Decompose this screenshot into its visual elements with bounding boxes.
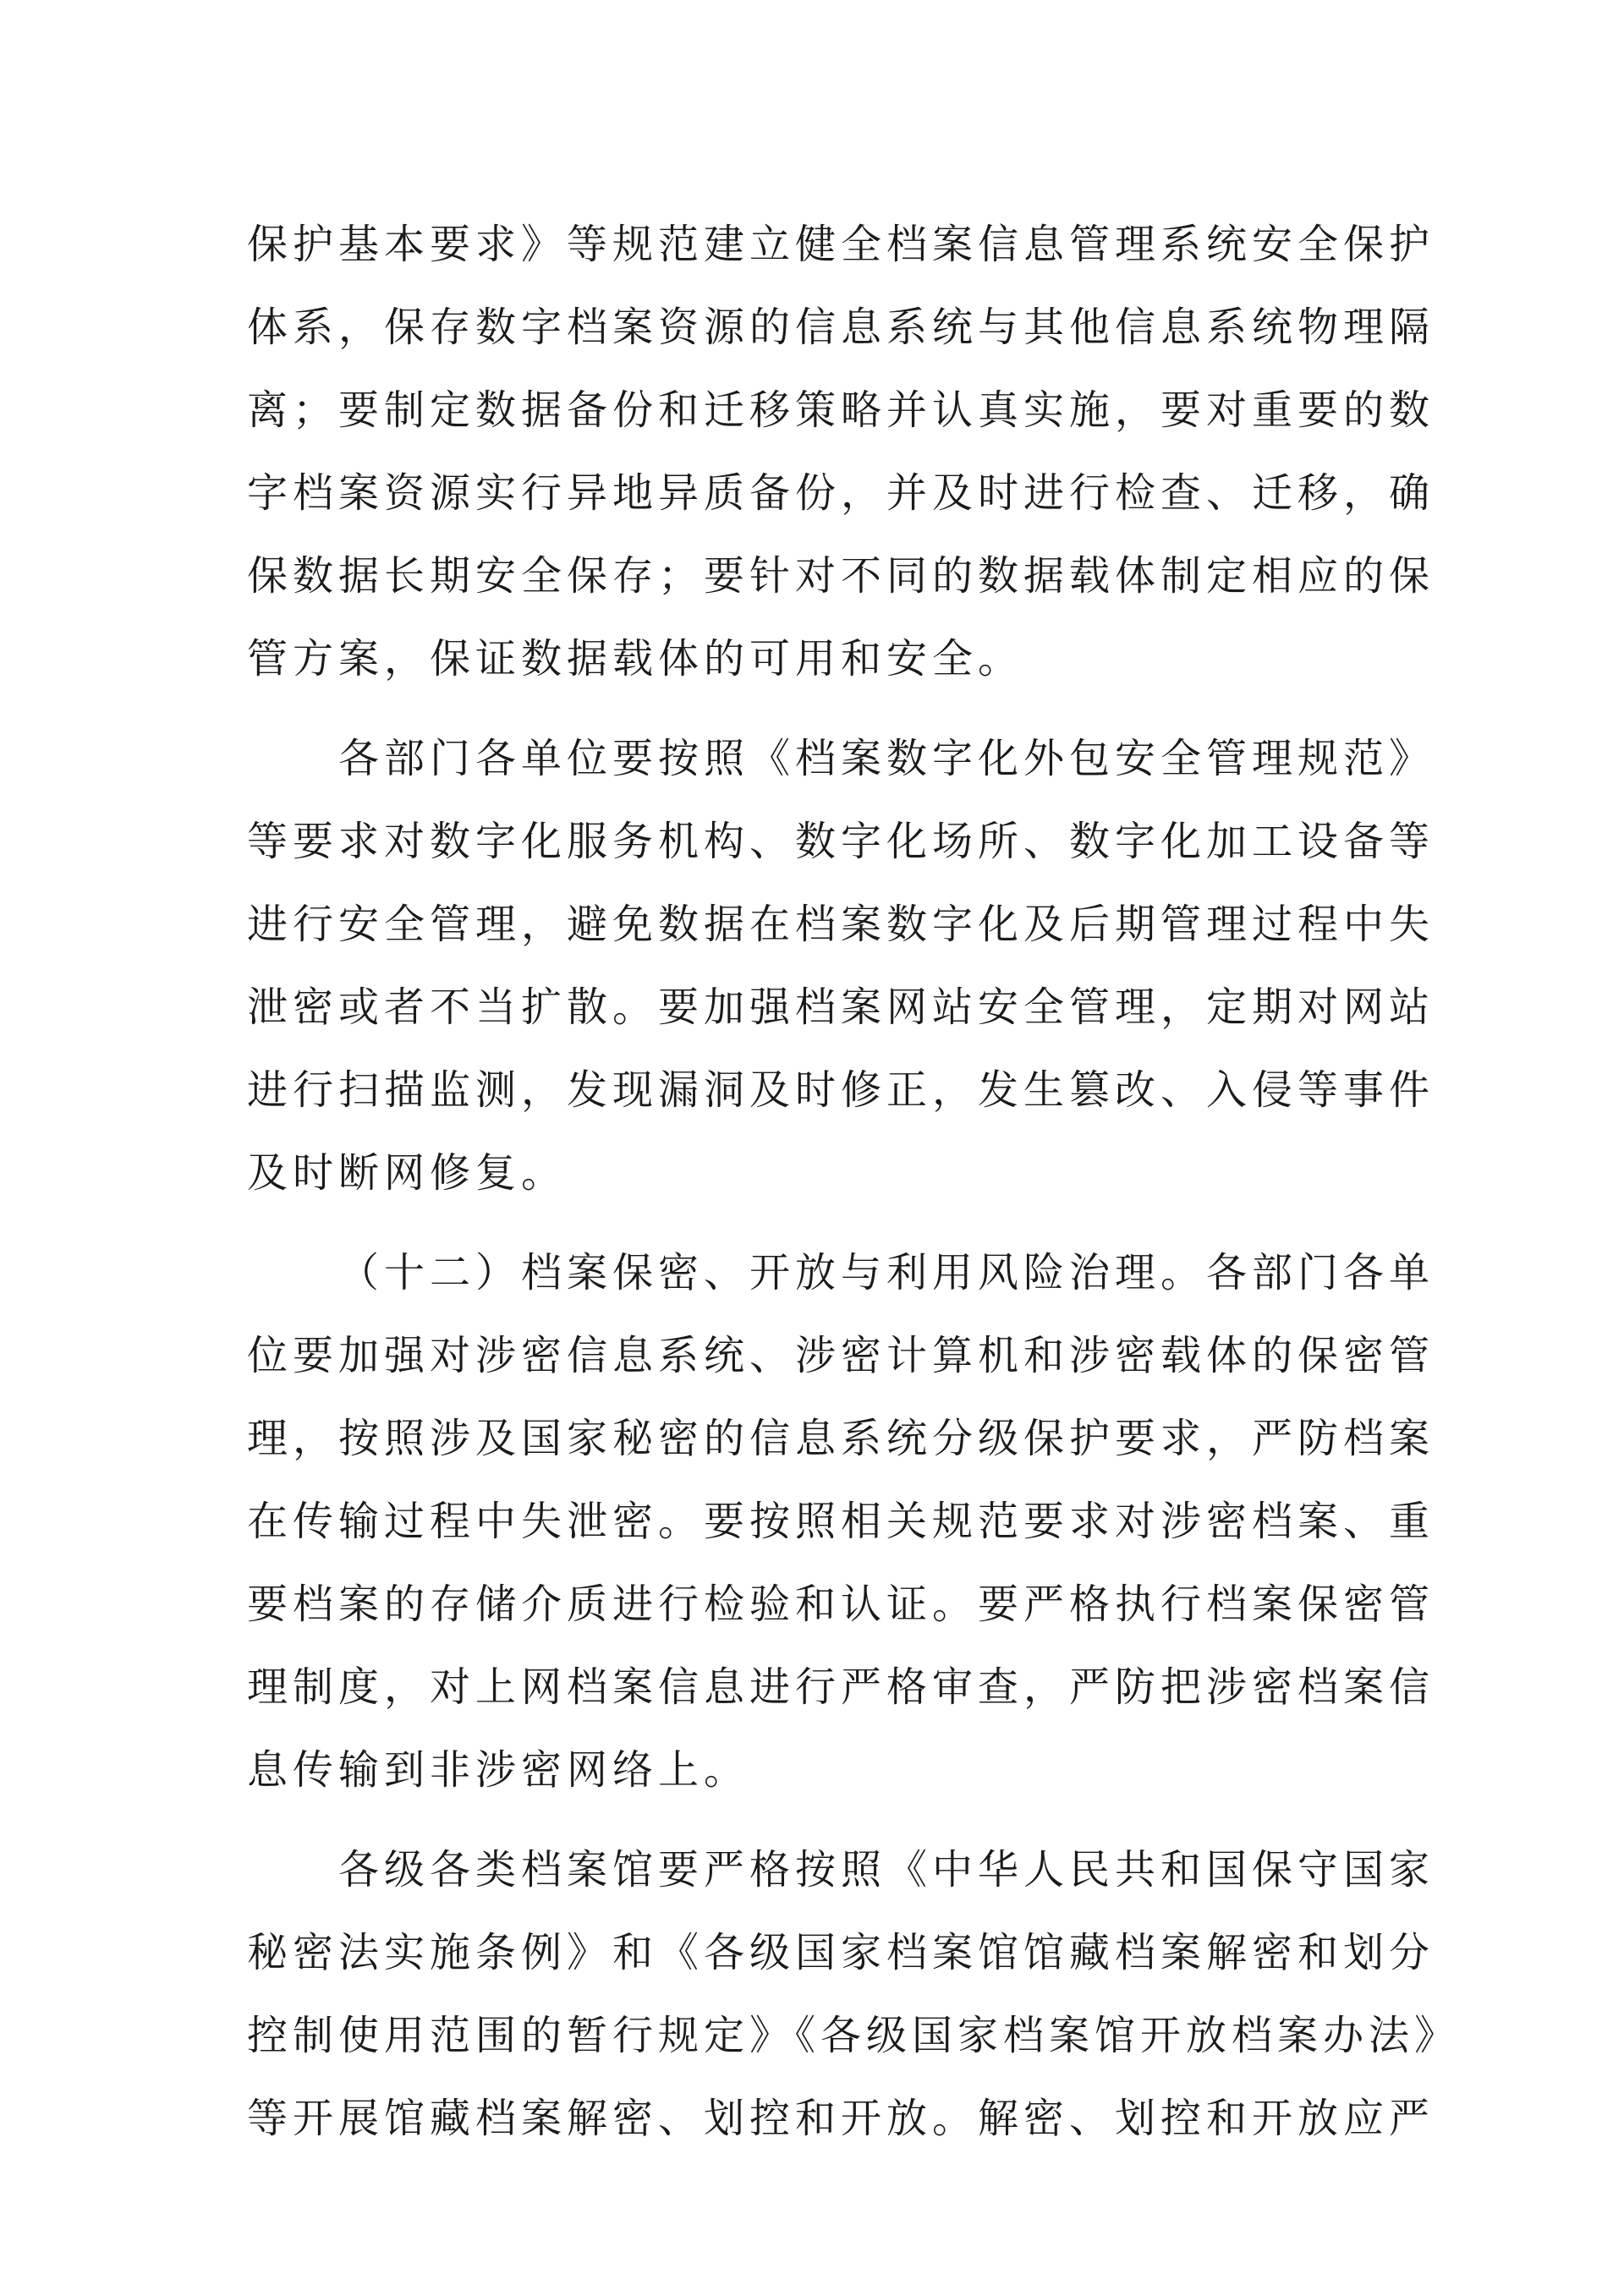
paragraph bbox=[247, 203, 1435, 700]
text-line: 各级各类档案馆要严格按照《中华人民共和国保守国家 bbox=[338, 1846, 1435, 1893]
text-line: 进行安全管理，避免数据在档案数字化及后期管理过程中失 bbox=[247, 901, 1435, 948]
text-line: 字档案资源实行异地异质备份，并及时进行检查、迁移，确 bbox=[247, 469, 1435, 517]
text-line: 体系，保存数字档案资源的信息系统与其他信息系统物理隔 bbox=[247, 304, 1435, 351]
text-line: 等要求对数字化服务机构、数字化场所、数字化加工设备等 bbox=[247, 818, 1435, 865]
text-line: 息传输到非涉密网络上。 bbox=[247, 1746, 750, 1794]
paragraph bbox=[247, 1231, 1435, 1811]
text-line: 管方案，保证数据载体的可用和安全。 bbox=[247, 635, 1024, 682]
text-line: 位要加强对涉密信息系统、涉密计算机和涉密载体的保密管 bbox=[247, 1332, 1435, 1379]
text-line: 在传输过程中失泄密。要按照相关规范要求对涉密档案、重 bbox=[247, 1498, 1435, 1545]
text-line: 秘密法实施条例》和《各级国家档案馆馆藏档案解密和划分 bbox=[247, 1929, 1435, 1976]
text-line: 离；要制定数据备份和迁移策略并认真实施，要对重要的数 bbox=[247, 386, 1435, 434]
text-line: 理，按照涉及国家秘密的信息系统分级保护要求，严防档案 bbox=[247, 1415, 1435, 1462]
text-line: 控制使用范围的暂行规定》《各级国家档案馆开放档案办法》 bbox=[247, 2012, 1461, 2059]
paragraph bbox=[247, 717, 1435, 1214]
paragraph bbox=[247, 1828, 1461, 2160]
document-body bbox=[247, 203, 1461, 2160]
text-line: 泄密或者不当扩散。要加强档案网站安全管理，定期对网站 bbox=[247, 984, 1435, 1031]
text-line: 进行扫描监测，发现漏洞及时修正，发生篡改、入侵等事件 bbox=[247, 1066, 1435, 1114]
text-line: 等开展馆藏档案解密、划控和开放。解密、划控和开放应严 bbox=[247, 2095, 1435, 2142]
text-line: 理制度，对上网档案信息进行严格审查，严防把涉密档案信 bbox=[247, 1663, 1435, 1711]
text-line: 保数据长期安全保存；要针对不同的数据载体制定相应的保 bbox=[247, 552, 1435, 600]
text-line: 保护基本要求》等规范建立健全档案信息管理系统安全保护 bbox=[247, 221, 1435, 268]
text-line: 各部门各单位要按照《档案数字化外包安全管理规范》 bbox=[338, 735, 1435, 782]
text-line: 要档案的存储介质进行检验和认证。要严格执行档案保密管 bbox=[247, 1581, 1435, 1628]
text-line: 及时断网修复。 bbox=[247, 1149, 568, 1197]
text-line: （十二）档案保密、开放与利用风险治理。各部门各单 bbox=[338, 1249, 1435, 1296]
